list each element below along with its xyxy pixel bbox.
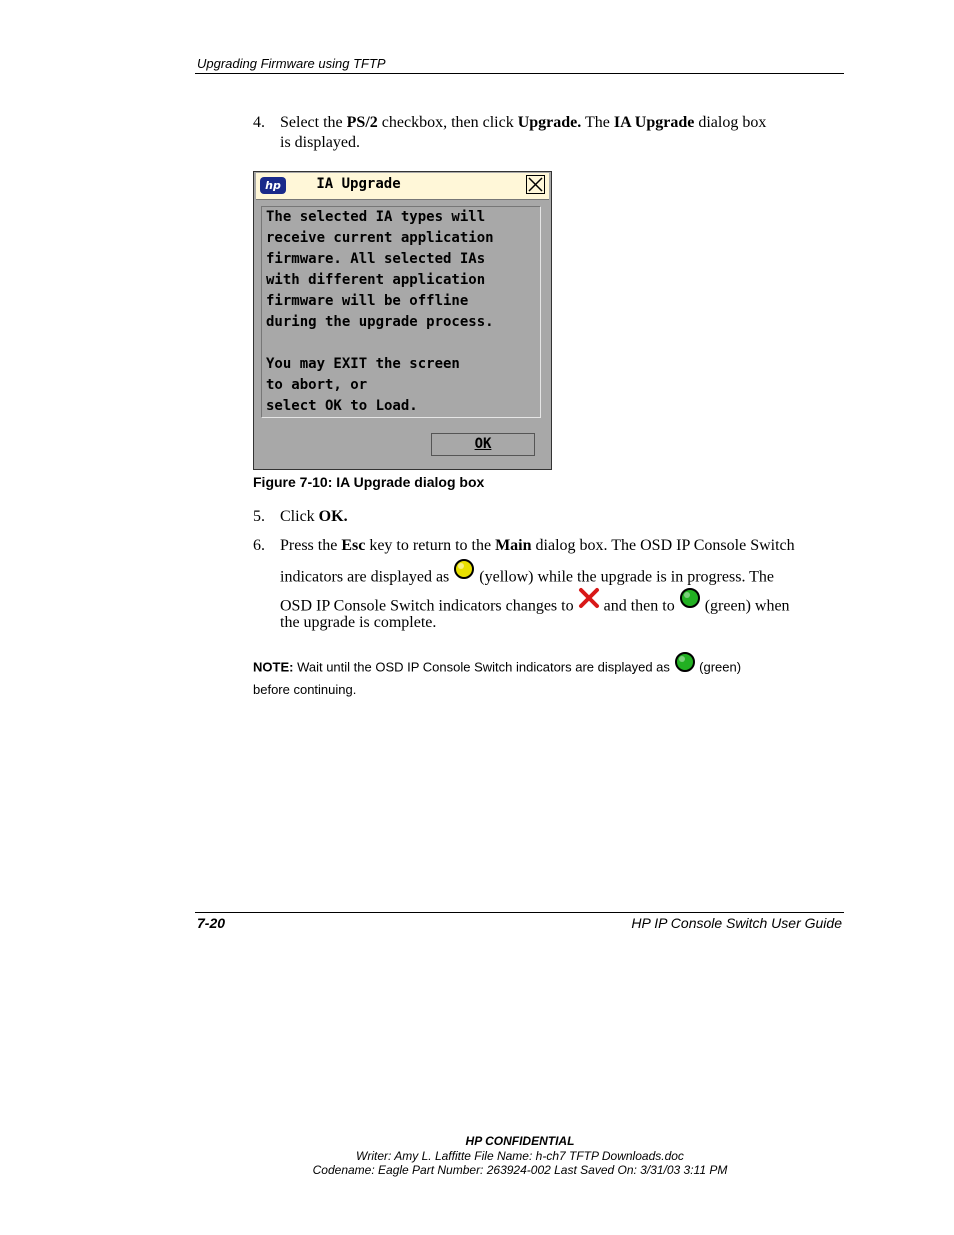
hp-logo-icon: hp: [260, 177, 286, 194]
figure-caption: Figure 7-10: IA Upgrade dialog box: [253, 474, 485, 490]
dialog-message-line: receive current application: [266, 230, 494, 246]
dialog-title: IA Upgrade: [316, 176, 401, 192]
note: NOTE: Wait until the OSD IP Console Switch indicators are displayed as (green) before continuing.: [253, 655, 853, 698]
guide-title: HP IP Console Switch User Guide: [631, 915, 842, 931]
step-6: [253, 536, 853, 636]
step-number: 5.: [253, 508, 265, 525]
green-indicator-icon: [679, 587, 701, 615]
ok-button[interactable]: OK: [431, 433, 535, 456]
codename-info: Codename: Eagle Part Number: 263924-002 Last Saved On: 3/31/03 3:11 PM: [312, 1163, 728, 1177]
step-text: Press the Esc key to return to the Main dialog box. The OSD IP Console Switch indicators are displayed as (yellow) while the upgrade is in progress. The OSD IP Console Switch indicators changes to and then to (green) when the upgrade is complete.: [280, 537, 795, 631]
page-number: 7-20: [197, 915, 226, 931]
dialog-message-line: You may EXIT the screen: [266, 356, 460, 372]
step-text: Click OK.: [280, 508, 348, 525]
step-number: 6.: [253, 537, 265, 554]
yellow-indicator-icon: [453, 558, 475, 586]
red-x-icon: [578, 587, 600, 615]
step-number: 4.: [253, 114, 265, 131]
dialog-message-line: firmware. All selected IAs: [266, 251, 486, 267]
dialog-message-line: select OK to Load.: [266, 398, 418, 414]
footer-rule: [195, 912, 844, 913]
dialog-message-line: with different application: [266, 272, 486, 288]
dialog-message-line: The selected IA types will: [266, 209, 486, 225]
dialog-message-line: during the upgrade process.: [266, 314, 494, 330]
confidential-label: HP CONFIDENTIAL: [465, 1134, 575, 1148]
green-indicator-icon: [674, 651, 696, 677]
running-header: Upgrading Firmware using TFTP: [197, 56, 386, 71]
dialog-message-line: firmware will be offline: [266, 293, 469, 309]
step-text: Select the PS/2 checkbox, then click Upgrade. The IA Upgrade dialog box is displayed.: [280, 114, 767, 151]
step-5: [253, 507, 853, 527]
step-4: [253, 113, 853, 153]
close-icon[interactable]: [526, 175, 545, 194]
writer-info: Writer: Amy L. Laffitte File Name: h-ch7 TFTP Downloads.doc: [356, 1149, 684, 1163]
dialog-message-line: to abort, or: [266, 377, 368, 393]
header-rule: [195, 73, 844, 74]
